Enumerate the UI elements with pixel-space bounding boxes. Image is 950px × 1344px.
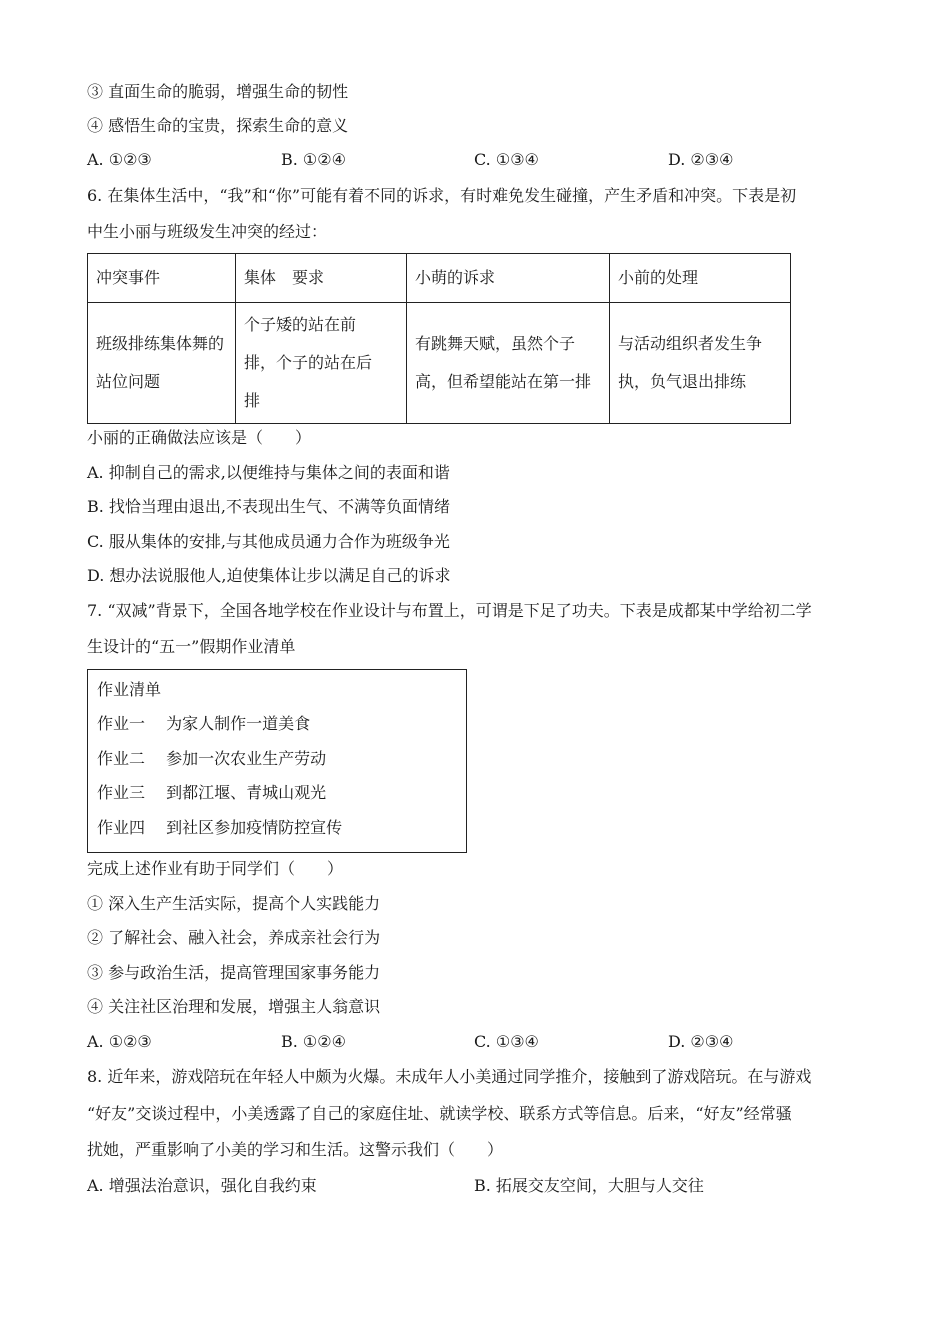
table-header-cell: 集体 要求 — [236, 254, 407, 303]
q8-stem-line-3: 扰她，严重影响了小美的学习和生活。这警示我们（ ） — [87, 1140, 504, 1159]
q7-statement-4: ④ 关注社区治理和发展，增强主人翁意识 — [87, 997, 381, 1016]
q5-option-d: D. ②③④ — [668, 150, 734, 169]
homework-item: 作业一 为家人制作一道美食 — [97, 714, 311, 733]
q8-option-b: B. 拓展交友空间，大胆与人交往 — [474, 1176, 704, 1195]
q7-option-b: B. ①②④ — [281, 1032, 346, 1051]
table-cell — [236, 303, 407, 424]
table-cell-text: 个子矮的站在前排，个子的站在后排 — [244, 315, 373, 410]
q5-statement-3: ③ 直面生命的脆弱，增强生命的韧性 — [87, 82, 349, 101]
q5-option-c: C. ①③④ — [474, 150, 539, 169]
q6-option-b: B. 找恰当理由退出,不表现出生气、不满等负面情绪 — [87, 497, 451, 516]
table-cell — [88, 303, 236, 424]
q6-conflict-table — [87, 253, 791, 424]
q5-statement-4: ④ 感悟生命的宝贵，探索生命的意义 — [87, 116, 349, 135]
table-cell — [610, 303, 791, 424]
q7-option-d: D. ②③④ — [668, 1032, 734, 1051]
q6-option-a: A. 抑制自己的需求,以便维持与集体之间的表面和谐 — [87, 463, 450, 482]
q7-stem-line-2: 生设计的“五一”假期作业清单 — [87, 637, 296, 656]
homework-list-title: 作业清单 — [97, 680, 162, 699]
q8-stem-line-1: 8. 近年来，游戏陪玩在年轻人中颇为火爆。未成年人小美通过同学推介，接触到了游戏陪玩。在与游戏 — [87, 1067, 812, 1086]
q6-question: 小丽的正确做法应该是（ ） — [87, 428, 312, 447]
table-cell-text: 有跳舞天赋，虽然个子高，但希望能站在第一排 — [415, 334, 592, 391]
q5-option-b: B. ①②④ — [281, 150, 346, 169]
homework-list-box — [87, 669, 467, 853]
q7-statement-1: ① 深入生产生活实际，提高个人实践能力 — [87, 894, 381, 913]
table-header-cell: 小萌的诉求 — [407, 254, 610, 303]
homework-item: 作业二 参加一次农业生产劳动 — [97, 749, 327, 768]
q6-stem-line-1: 6. 在集体生活中，“我”和“你”可能有着不同的诉求，有时难免发生碰撞，产生矛盾和冲突。下表是初 — [87, 186, 797, 205]
q7-statement-3: ③ 参与政治生活，提高管理国家事务能力 — [87, 963, 381, 982]
q6-option-d: D. 想办法说服他人,迫使集体让步以满足自己的诉求 — [87, 566, 451, 585]
table-header-row — [88, 254, 791, 303]
homework-item: 作业三 到都江堰、青城山观光 — [97, 783, 327, 802]
table-header-cell: 小前的处理 — [610, 254, 791, 303]
homework-item: 作业四 到社区参加疫情防控宣传 — [97, 818, 343, 837]
q7-option-a: A. ①②③ — [87, 1032, 152, 1051]
q8-option-a: A. 增强法治意识，强化自我约束 — [87, 1176, 317, 1195]
q7-stem-line-1: 7. “双减”背景下，全国各地学校在作业设计与布置上，可谓是下足了功夫。下表是成都某中学给初二学 — [87, 601, 812, 620]
table-cell-text: 与活动组织者发生争执，负气退出排练 — [618, 334, 763, 391]
q5-option-a: A. ①②③ — [87, 150, 152, 169]
q6-stem-line-2: 中生小丽与班级发生冲突的经过： — [87, 222, 328, 241]
table-cell — [407, 303, 610, 424]
table-header-cell: 冲突事件 — [88, 254, 236, 303]
table-cell-text: 班级排练集体舞的站位问题 — [96, 334, 225, 391]
q6-option-c: C. 服从集体的安排,与其他成员通力合作为班级争光 — [87, 532, 450, 551]
table-row — [88, 303, 791, 424]
q7-statement-2: ② 了解社会、融入社会，养成亲社会行为 — [87, 928, 381, 947]
q7-question: 完成上述作业有助于同学们（ ） — [87, 859, 344, 878]
q8-stem-line-2: “好友”交谈过程中，小美透露了自己的家庭住址、就读学校、联系方式等信息。后来，“好友”经常骚 — [87, 1104, 792, 1123]
q7-option-c: C. ①③④ — [474, 1032, 539, 1051]
